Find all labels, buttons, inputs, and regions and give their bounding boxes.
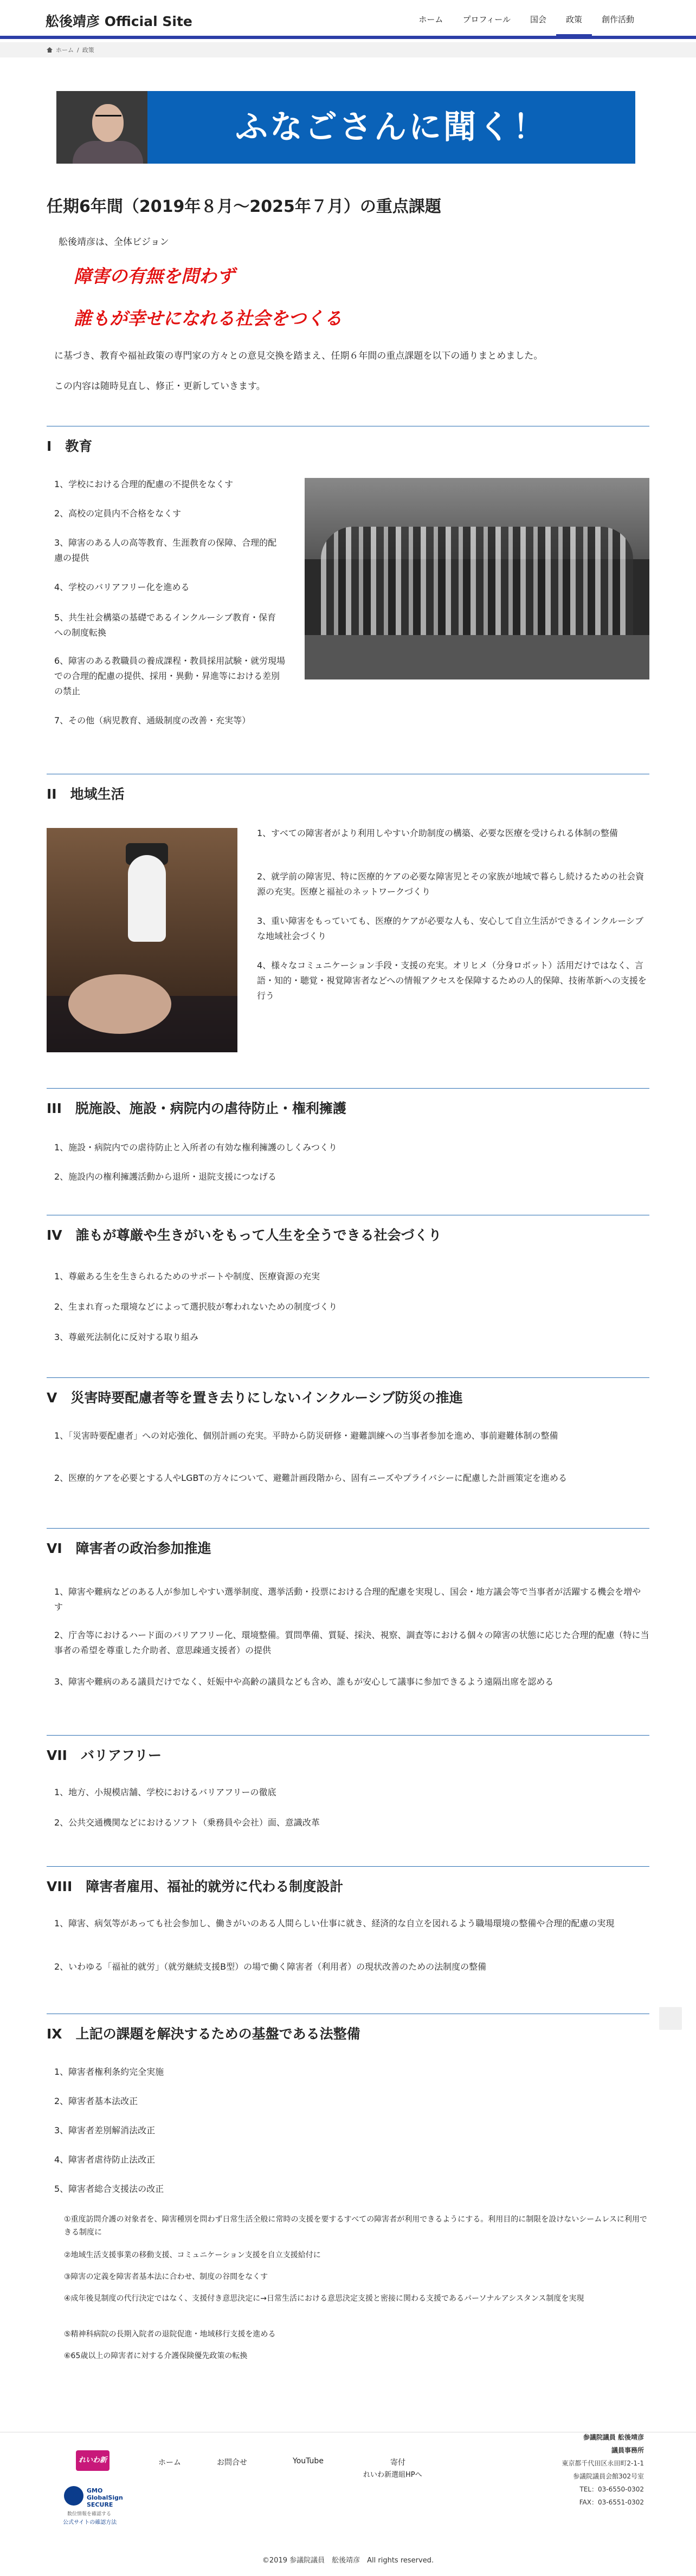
globalsign-sub2[interactable]: 公式サイトの確認方法: [63, 2520, 117, 2526]
sub-list-item: ①重度訪問介護の対象者を、障害種別を問わず日常生活全般に常時の支援を要するすべての障害者が利用できるようにする。利用目的に制限を設けないシームレスに利用できる制度に: [64, 2215, 647, 2237]
list-item: 2、高校の定員内不合格をなくす: [54, 508, 182, 519]
interview-banner[interactable]: [56, 91, 635, 164]
list-item: 1、障害者権利条約完全実施: [54, 2067, 164, 2077]
list-item: 1、施設・病院内での虐待防止と入所者の有効な権利擁護のしくみつくり: [54, 1142, 337, 1153]
section-divider: [47, 1528, 649, 1529]
list-item: 3、障害のある人の高等教育、生涯教育の保障、合理的配慮の提供: [54, 538, 277, 563]
list-item: 2、医療的ケアを必要とする人やLGBTの方々について、避難計画段階から、固有ニーズやプライバシーに配慮した計画策定を進める: [54, 1473, 568, 1483]
list-item: 2、公共交通機関などにおけるソフト（乗務員や会社）面、意識改革: [54, 1817, 320, 1828]
globalsign-icon: [64, 2486, 83, 2506]
copyright: ©2019 参議院議員 舩後靖彦 All rights reserved.: [262, 2556, 434, 2565]
section-divider: [47, 1735, 649, 1736]
list-item: 1、すべての障害者がより利用しやすい介助制度の構築、必要な医療を受けられる体制の整備: [257, 828, 618, 838]
list-item: 1、「災害時要配慮者」への対応強化、個別計画の充実。平時から防災研修・避難訓練への当事者参加を進め、事前避難体制の整備: [54, 1431, 558, 1441]
sub-list-item: ⑤精神科病院の長期入院者の退院促進・地域移行支援を進める: [64, 2330, 276, 2339]
list-item: 5、障害者総合支援法の改正: [54, 2184, 164, 2194]
vision-line-1: 障害の有無を問わず: [74, 266, 235, 287]
sub-list-item: ⑥65歳以上の障害者に対する介護保険優先政策の転換: [64, 2352, 248, 2360]
list-item: 2、障害者基本法改正: [54, 2096, 138, 2106]
section-heading-education: I 教育: [47, 438, 93, 454]
list-item: 7、その他（病児教育、通級制度の改善・充実等）: [54, 715, 251, 726]
breadcrumb: [47, 46, 94, 54]
section-divider: [47, 1088, 649, 1089]
footer-nav-youtube[interactable]: YouTube: [293, 2457, 324, 2465]
nav-home[interactable]: ホーム: [418, 15, 443, 24]
vision-line-2: 誰もが幸せになれる社会をつくる: [74, 308, 342, 329]
site-title[interactable]: 舩後靖彦 Official Site: [46, 14, 192, 29]
reiwa-badge-text: れいわ新選組: [78, 2456, 107, 2485]
globalsign-sub1: 数位情報を確認する: [67, 2512, 112, 2517]
address-line: 東京都千代田区永田町2-1-1: [562, 2460, 644, 2467]
list-item: 3、障害者差別解消法改正: [54, 2125, 156, 2135]
list-item: 4、様々なコミュニケーション手段・支援の充実。オリヒメ（分身ロボット）活用だけではなく、言語・知的・聴覚・視覚障害者などへの情報アクセスを保障するための人的保障、技術革新への支援を行う: [257, 960, 647, 1001]
address-tel: TEL：03-6550-0302: [579, 2486, 644, 2493]
list-item: 2、生まれ育った環境などによって選択肢が奪われないための制度づくり: [54, 1302, 338, 1312]
list-item: 6、障害のある教職員の養成課程・教員採用試験・就労現場での合理的配慮の提供、採用・異動・昇進等における差別の禁止: [54, 656, 286, 696]
page-title: 任期6年間（2019年８月〜2025年７月）の重点課題: [47, 197, 441, 216]
globalsign-label: GMO GlobalSign SECURE: [87, 2487, 123, 2508]
intro-paragraph: に基づき、教育や福祉政策の専門家の方々との意見交換を踏まえ、任期６年間の重点課題を以下の通りまとめました。: [54, 351, 543, 361]
footer-nav-contact[interactable]: お問合せ: [217, 2458, 247, 2467]
main-nav: [409, 0, 644, 36]
breadcrumb-bar: [0, 42, 696, 57]
section-divider: [47, 1866, 649, 1867]
section-heading-community: II 地域生活: [47, 786, 125, 802]
list-item: 4、障害者虐待防止法改正: [54, 2154, 156, 2165]
breadcrumb-current: 政策: [82, 47, 94, 54]
home-icon: [47, 47, 53, 53]
page-top-button[interactable]: [659, 2007, 682, 2030]
list-item: 2、いわゆる「福祉的就労」（就労継続支援B型）の場で働く障害者（利用者）の現状改善のための法制度の整備: [54, 1962, 487, 1972]
banner-photo: [56, 91, 147, 164]
address-line: 参議院議員会館302号室: [573, 2473, 644, 2480]
office-address: [562, 2431, 644, 2509]
list-item: 5、共生社会構築の基礎であるインクルーシブ教育・保育への制度転換: [54, 612, 276, 638]
intro-note: この内容は随時見直し、修正・更新していきます。: [54, 381, 266, 392]
banner-text: ふなごさんに聞く！: [235, 108, 547, 146]
footer-nav-reiwa[interactable]: れいわ新選組HPへ: [363, 2471, 422, 2479]
globalsign-seal[interactable]: [61, 2486, 123, 2526]
breadcrumb-separator: /: [77, 46, 79, 54]
address-line: 参議院議員 舩後靖彦: [583, 2433, 644, 2441]
list-item: 2、就学前の障害児、特に医療的ケアの必要な障害児とその家族が地域で暮らし続けるための社会資源の充実。医療と福祉のネットワークづくり: [257, 871, 645, 897]
group-photo: [305, 478, 649, 679]
list-item: 4、学校のバリアフリー化を進める: [54, 582, 190, 592]
orihime-robot-photo: [47, 828, 237, 1052]
nav-diet[interactable]: 国会: [530, 15, 546, 24]
sub-list-item: ③障害の定義を障害者基本法に合わせ、制度の谷間をなくす: [64, 2273, 268, 2281]
nav-policy[interactable]: 政策: [556, 0, 592, 36]
section-heading-barrierfree: VII バリアフリー: [47, 1747, 162, 1763]
list-item: 1、学校における合理的配慮の不提供をなくす: [54, 479, 234, 489]
list-item: 3、障害や難病のある議員だけでなく、妊娠中や高齢の議員なども含め、誰もが安心して議事に参加できるよう遠隔出席を認める: [54, 1677, 554, 1687]
list-item: 3、重い障害をもっていても、医療的ケアが必要な人も、安心して自立生活ができるインクルーシブな地域社会づくり: [257, 916, 644, 941]
sub-list-item: ④成年後見制度の代行決定ではなく、支援付き意思決定に→日常生活における意思決定支援と密接に関わる支援であるパーソナルアシスタンス制度を実現: [64, 2294, 584, 2303]
reiwa-badge[interactable]: [76, 2450, 109, 2485]
footer-nav-donate[interactable]: 寄付: [390, 2458, 405, 2467]
section-heading-employment: VIII 障害者雇用、福祉的就労に代わる制度設計: [47, 1879, 344, 1894]
footer-nav-home[interactable]: ホーム: [158, 2458, 181, 2467]
list-item: 1、障害、病気等があっても社会参加し、働きがいのある人間らしい仕事に就き、経済的な自立を図れるよう職場環境の整備や合理的配慮の実現: [54, 1918, 615, 1928]
nav-profile[interactable]: プロフィール: [462, 15, 511, 24]
sub-list-item: ②地域生活支援事業の移動支援、コミュニケーション支援を自立支援給付に: [64, 2251, 321, 2260]
address-line: 議員事務所: [611, 2446, 644, 2454]
list-item: 1、障害や難病などのある人が参加しやすい選挙制度、選挙活動・投票における合理的配慮を実現し、国会・地方議会等で当事者が活躍する機会を増やす: [54, 1587, 641, 1612]
section-heading-politics: VI 障害者の政治参加推進: [47, 1541, 211, 1556]
breadcrumb-home[interactable]: ホーム: [56, 47, 74, 54]
nav-creative[interactable]: 創作活動: [601, 15, 634, 24]
list-item: 1、地方、小規模店舗、学校におけるバリアフリーの徹底: [54, 1787, 276, 1797]
address-fax: FAX：03-6551-0302: [579, 2499, 644, 2506]
list-item: 2、庁舎等におけるハード面のバリアフリー化、環境整備。質問準備、質疑、採決、視察、調査等における個々の障害の状態に応じた合理的配慮（特に当事者の希望を尊重した介助者、意思疎通支援者）の提供: [54, 1630, 649, 1655]
section-heading-legislation: IX 上記の課題を解決するための基盤である法整備: [47, 2026, 360, 2042]
vision-label: 舩後靖彦は、全体ビジョン: [59, 237, 169, 248]
section-heading-dignity: IV 誰もが尊厳や生きがいをもって人生を全うできる社会づくり: [47, 1227, 442, 1243]
section-heading-deinstitution: III 脱施設、施設・病院内の虐待防止・権利擁護: [47, 1101, 346, 1116]
section-divider: [47, 1377, 649, 1378]
section-heading-disaster: V 災害時要配慮者等を置き去りにしないインクルーシブ防災の推進: [47, 1390, 463, 1406]
list-item: 2、施設内の権利擁護活動から退所・退院支援につなげる: [54, 1172, 276, 1182]
list-item: 3、尊厳死法制化に反対する取り組み: [54, 1332, 199, 1342]
list-item: 1、尊厳ある生を生きられるためのサポートや制度、医療資源の充実: [54, 1271, 320, 1281]
